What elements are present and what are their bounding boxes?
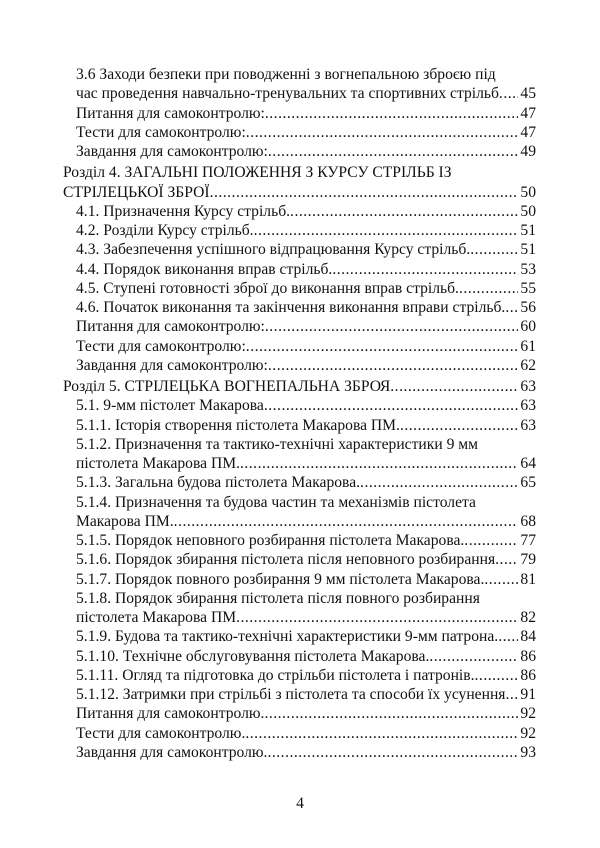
toc-entry-title: 4.3. Забезпечення успішного відпрацювання Курсу стрільб. <box>76 241 471 259</box>
toc-entry-title: пістолета Макарова ПМ <box>76 609 237 626</box>
toc-page-number: 51 <box>520 222 536 239</box>
dot-leader <box>254 221 519 240</box>
toc-page-number: 86 <box>520 647 536 665</box>
toc-entry-title: час проведення навчально-тренувальних та спортивних стрільб <box>76 85 499 103</box>
dot-leader <box>459 279 518 298</box>
dot-leader <box>475 666 519 685</box>
toc-entry-title: Тести для самоконтролю: <box>76 123 246 141</box>
toc-entry[interactable] <box>63 704 536 723</box>
toc-page-number: 53 <box>520 260 536 278</box>
toc-page-number: 63 <box>520 416 536 434</box>
toc-entry-title-line: 5.1.8. Порядок збирання пістолета після повного розбирання <box>76 589 480 607</box>
toc-page-number: 47 <box>520 104 536 122</box>
dot-leader <box>246 337 519 356</box>
toc-entry-title: Тести для самоконтролю: <box>76 337 246 355</box>
toc-page-number: 92 <box>520 724 536 742</box>
dot-leader <box>210 183 519 202</box>
toc-entry-title-line: 3.6 Заходи безпеки при поводженні з вогнепальною зброєю під <box>76 66 496 83</box>
toc-page-number: 60 <box>520 318 536 336</box>
toc-page-number: 65 <box>520 474 536 492</box>
toc-entry-title: Завдання для самоконтролю: <box>76 143 268 160</box>
dot-leader <box>332 260 518 279</box>
toc-entry[interactable] <box>63 531 536 550</box>
toc-page-number: 56 <box>520 299 536 316</box>
toc-entry[interactable] <box>63 589 536 628</box>
toc-page-number: 51 <box>520 241 536 259</box>
dot-leader <box>484 570 518 589</box>
toc-entry[interactable] <box>63 298 536 317</box>
toc-entry[interactable] <box>63 123 536 142</box>
toc-entry[interactable] <box>63 493 536 532</box>
toc-entry-title: 5.1.9. Будова та тактико-технічні характеристики 9-мм патрона. <box>76 628 499 646</box>
dot-leader <box>390 377 518 396</box>
toc-entry-title: 5.1.12. Затримки при стрільбі з пістолета та способи їх усунення <box>76 686 506 703</box>
dot-leader <box>245 724 518 743</box>
toc-entry[interactable] <box>63 550 536 569</box>
toc-page-number: 92 <box>520 705 536 723</box>
toc-entry-title: 5.1.11. Огляд та підготовка до стрільби пістолета і патронів. <box>76 666 475 684</box>
dot-leader <box>264 704 518 723</box>
toc-entry-title-line: Розділ 4. ЗАГАЛЬНІ ПОЛОЖЕННЯ З КУРСУ СТРІЛЬБ ІЗ <box>63 164 452 182</box>
toc-entry-title: Питання для самоконтролю: <box>76 318 265 336</box>
toc-entry-title: 4.1. Призначення Курсу стрільб. <box>76 202 291 220</box>
toc-entry-title: 4.2. Розділи Курсу стрільб. <box>76 222 254 239</box>
dot-leader <box>265 104 519 123</box>
toc-page-number: 63 <box>520 397 536 415</box>
dot-leader <box>240 454 518 473</box>
toc-entry-title: Питання для самоконтролю: <box>76 104 265 122</box>
dot-leader <box>400 416 518 435</box>
toc-entry-title: 4.5. Ступені готовності зброї до виконання вправ стрільб. <box>76 279 459 297</box>
dot-leader <box>505 685 518 704</box>
toc-entry[interactable] <box>63 317 536 336</box>
toc-entry[interactable] <box>63 647 536 666</box>
dot-leader <box>464 531 518 550</box>
dot-leader <box>470 240 518 259</box>
toc-entry-title: 5.1.7. Порядок повного розбирання 9 мм пістолета Макарова. <box>76 570 485 588</box>
toc-page-number: 49 <box>520 143 536 160</box>
toc-page-number: 68 <box>520 512 536 530</box>
toc-entry-title: СТРІЛЕЦЬКОЇ ЗБРОЇ <box>63 183 210 201</box>
toc-entry-title: 5.1.10. Технічне обслуговування пістолета Макарова. <box>76 647 430 665</box>
toc-entry-title: Макарова ПМ. <box>76 512 174 530</box>
dot-leader <box>360 473 518 492</box>
toc-entry[interactable] <box>63 743 536 762</box>
table-of-contents <box>63 65 536 762</box>
dot-leader <box>246 123 519 142</box>
toc-entry[interactable] <box>63 104 536 123</box>
toc-entry-title: Завдання для самоконтролю. <box>76 743 268 761</box>
toc-entry[interactable] <box>63 666 536 685</box>
dot-leader <box>505 298 518 317</box>
toc-entry[interactable] <box>63 570 536 589</box>
toc-entry[interactable] <box>63 65 536 104</box>
toc-page-number: 82 <box>520 609 536 626</box>
dot-leader <box>290 202 518 221</box>
toc-page-number: 79 <box>520 551 536 569</box>
toc-page-number: 50 <box>520 183 536 201</box>
dot-leader <box>429 647 518 666</box>
toc-page-number: 55 <box>520 279 536 297</box>
dot-leader <box>268 142 519 161</box>
dot-leader <box>495 550 518 569</box>
toc-section-entry[interactable] <box>63 377 536 396</box>
toc-page-number: 64 <box>520 455 536 472</box>
toc-entry[interactable] <box>63 685 536 704</box>
toc-page-number: 62 <box>520 356 536 374</box>
dot-leader <box>267 743 518 762</box>
dot-leader <box>264 396 519 415</box>
toc-entry[interactable] <box>63 142 536 161</box>
toc-entry-title: 5.1.1. Історія створення пістолета Макарова ПМ. <box>76 416 400 434</box>
toc-entry-title: Питання для самоконтролю. <box>76 705 265 723</box>
toc-entry-title-line: 5.1.4. Призначення та будова частин та механізмів пістолета <box>76 493 476 511</box>
toc-entry[interactable] <box>63 356 536 375</box>
dot-leader <box>499 84 518 103</box>
toc-entry-title: Розділ 5. СТРІЛЕЦЬКА ВОГНЕПАЛЬНА ЗБРОЯ <box>63 378 391 395</box>
toc-entry[interactable] <box>63 337 536 356</box>
toc-section-entry[interactable] <box>63 163 536 202</box>
toc-page-number: 61 <box>520 337 536 355</box>
toc-entry-title-line: 5.1.2. Призначення та тактико-технічні характеристики 9 мм <box>76 435 479 453</box>
dot-leader <box>498 627 518 646</box>
page-number: 4 <box>296 795 304 812</box>
dot-leader <box>268 356 519 375</box>
toc-entry-title: 5.1.3. Загальна будова пістолета Макарова. <box>76 474 361 492</box>
toc-entry-title: пістолета Макарова ПМ. <box>76 455 240 472</box>
toc-entry[interactable] <box>63 202 536 221</box>
toc-entry[interactable] <box>63 221 536 240</box>
toc-entry-title: 4.4. Порядок виконання вправ стрільб. <box>76 260 333 278</box>
toc-entry-title: 4.6. Початок виконання та закінчення виконання вправи стрільб. <box>76 299 506 316</box>
toc-entry[interactable] <box>63 240 536 259</box>
toc-entry-title: 5.1.5. Порядок неповного розбирання пістолета Макарова. <box>76 532 465 549</box>
toc-page-number: 47 <box>520 123 536 141</box>
toc-page-number: 77 <box>520 532 536 549</box>
toc-entry[interactable] <box>63 473 536 492</box>
dot-leader <box>174 512 519 531</box>
toc-page-number: 91 <box>520 686 536 703</box>
toc-entry[interactable] <box>63 416 536 435</box>
toc-entry[interactable] <box>63 724 536 743</box>
toc-page-number: 63 <box>520 378 536 395</box>
toc-entry-title: Завдання для самоконтролю: <box>76 356 268 374</box>
toc-page-number: 50 <box>520 202 536 220</box>
toc-entry[interactable] <box>63 435 536 474</box>
toc-page-number: 45 <box>520 85 536 103</box>
toc-entry[interactable] <box>63 396 536 415</box>
toc-entry[interactable] <box>63 627 536 646</box>
toc-entry[interactable] <box>63 279 536 298</box>
toc-entry-title: Тести для самоконтролю. <box>76 724 246 742</box>
dot-leader <box>265 317 519 336</box>
toc-page-number: 81 <box>520 570 536 588</box>
toc-page-number: 84 <box>520 628 536 646</box>
dot-leader <box>236 608 518 627</box>
toc-page-number: 86 <box>520 666 536 684</box>
toc-page-number: 93 <box>520 743 536 761</box>
toc-entry-title: 5.1.6. Порядок збирання пістолета після неповного розбирання <box>76 551 496 569</box>
toc-entry-title: 5.1. 9-мм пістолет Макарова <box>76 397 264 415</box>
toc-entry[interactable] <box>63 260 536 279</box>
